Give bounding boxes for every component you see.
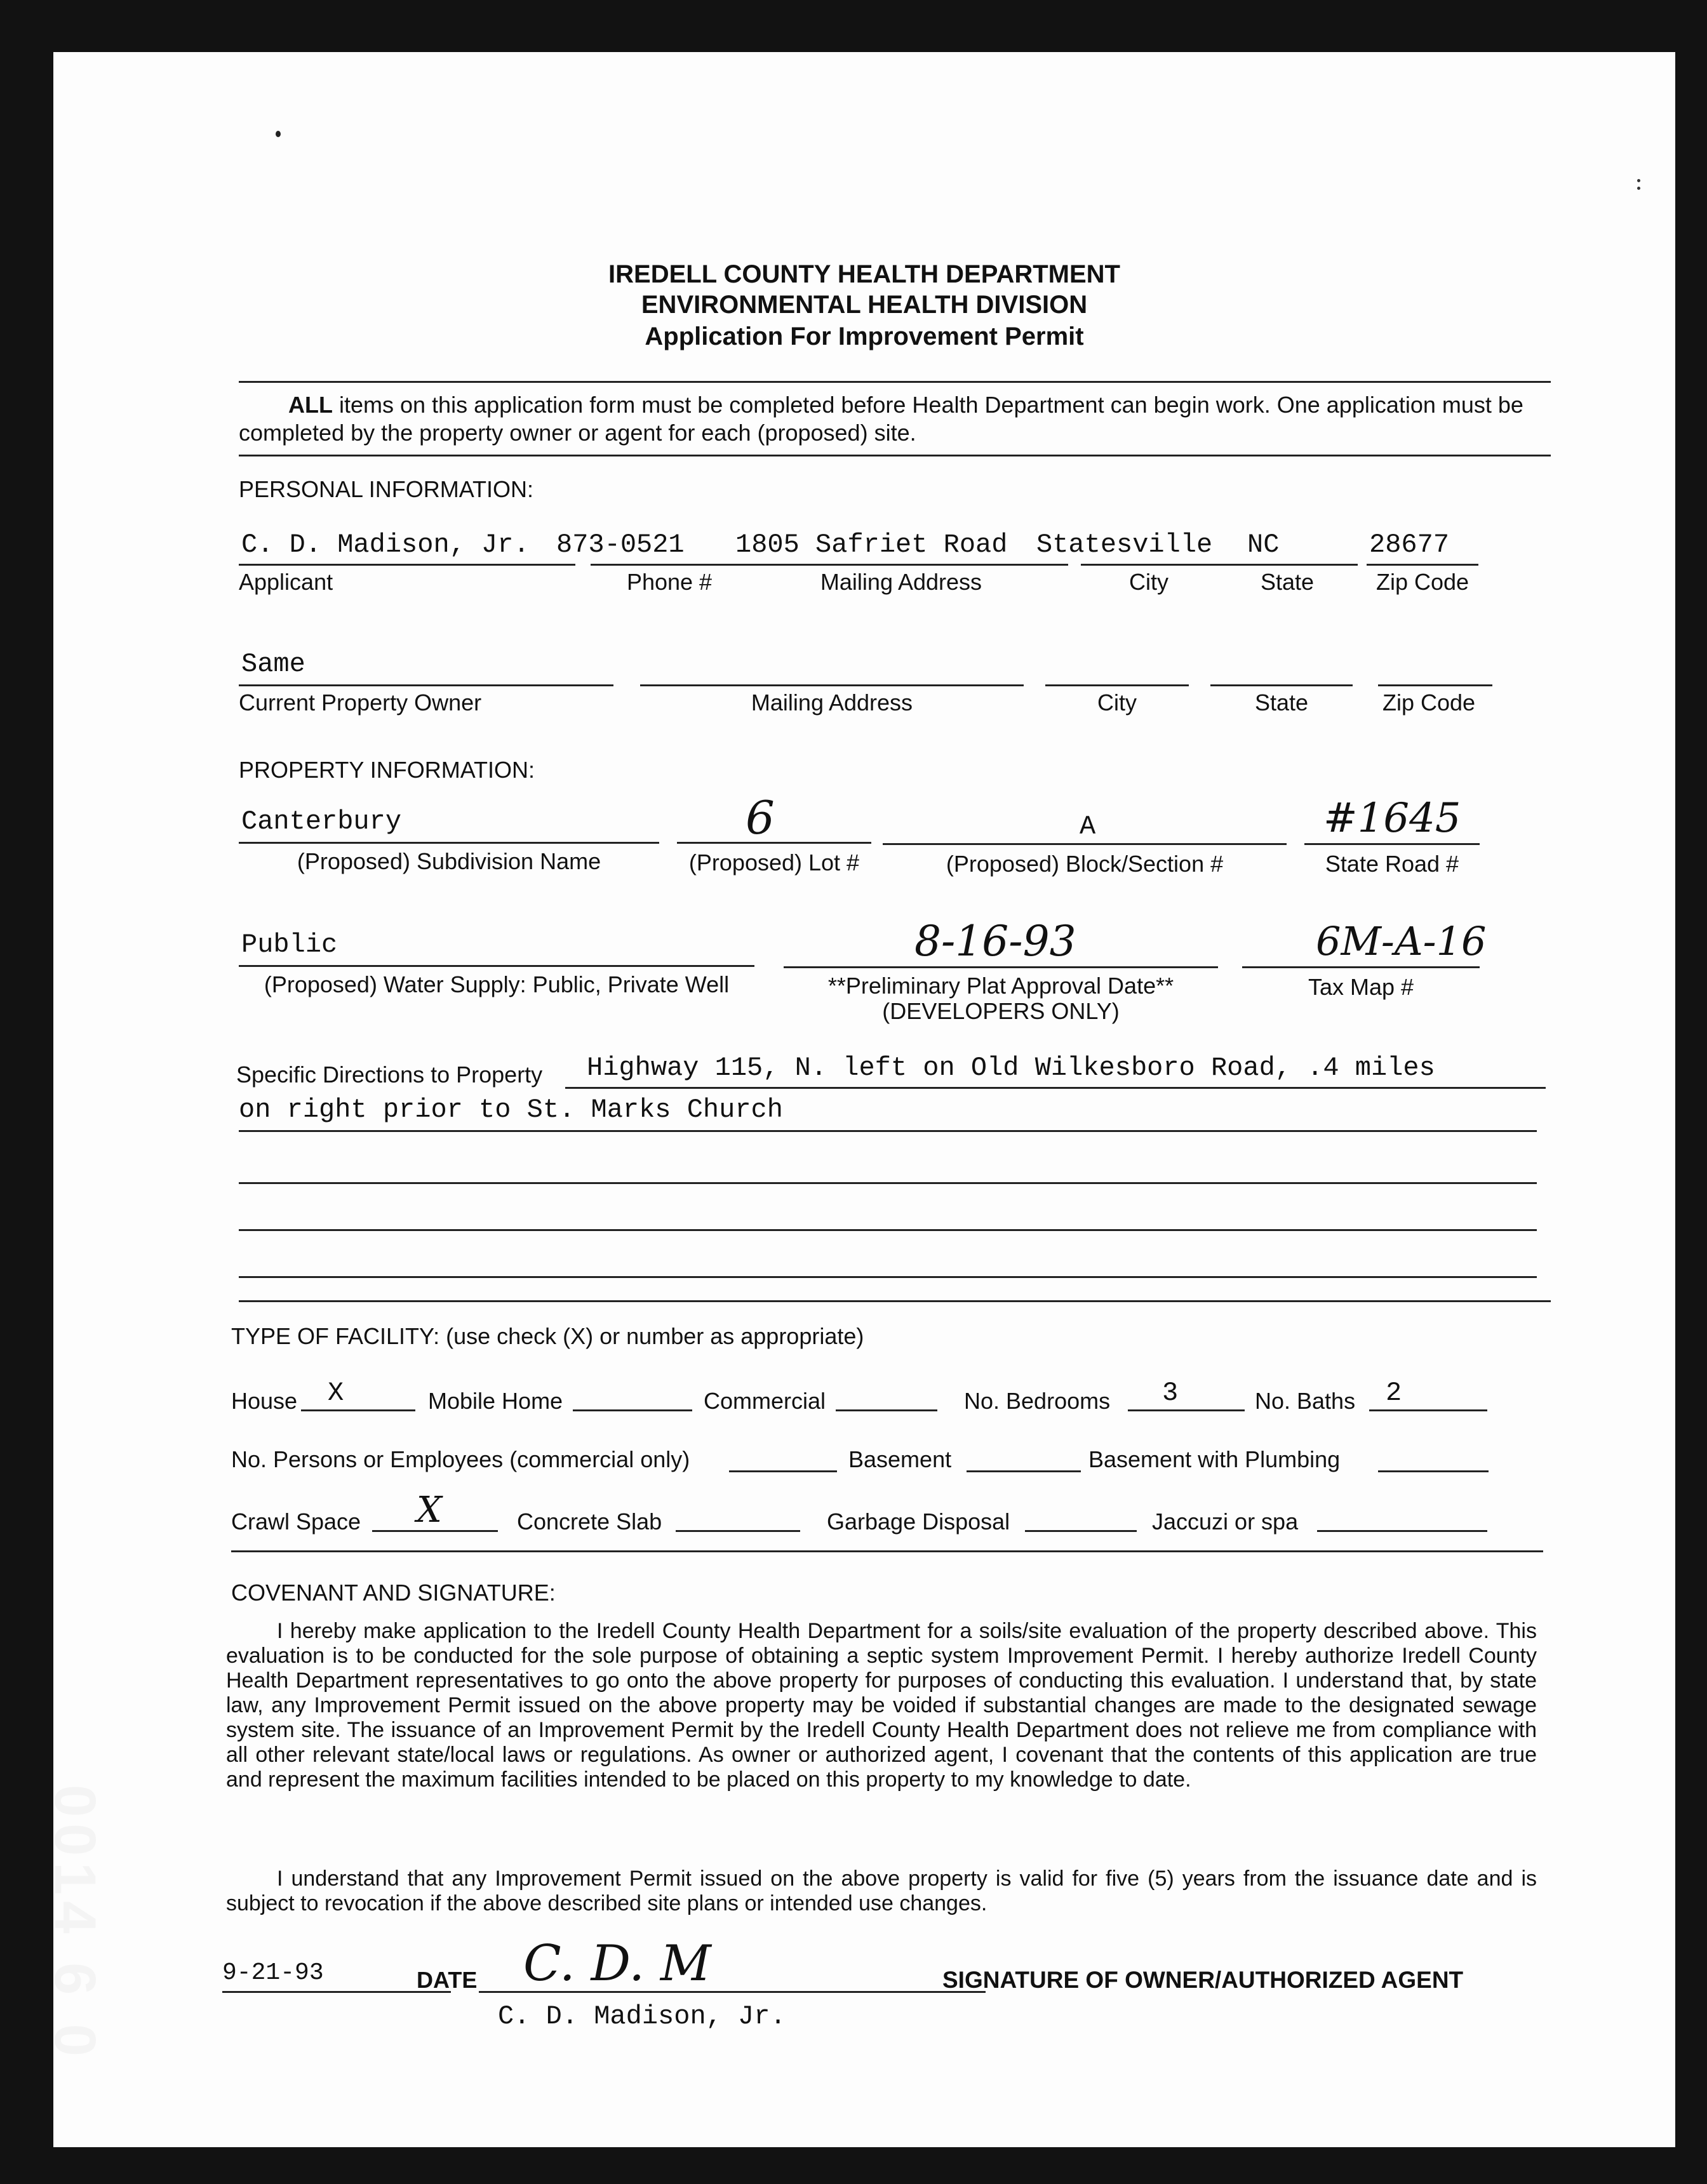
zip-line	[1367, 564, 1478, 566]
subdivision-line	[239, 842, 659, 844]
zip-label: Zip Code	[1376, 569, 1469, 595]
commercial-label: Commercial	[704, 1388, 826, 1414]
bedrooms-value[interactable]: 3	[1162, 1378, 1179, 1408]
baths-value[interactable]: 2	[1386, 1378, 1402, 1408]
crawl-space-line	[372, 1530, 498, 1532]
block-value[interactable]: A	[1080, 811, 1096, 842]
applicant-line	[239, 564, 575, 566]
intro-instructions	[239, 391, 1551, 447]
plat-date-line	[784, 966, 1218, 968]
header-rule-bottom	[239, 455, 1551, 456]
facility-heading: TYPE OF FACILITY: (use check (X) or number as appropriate)	[231, 1323, 864, 1349]
margin-stamp: 0014 6 0	[43, 1784, 107, 2063]
owner-state-line	[1210, 684, 1353, 686]
form-title-line1: IREDELL COUNTY HEALTH DEPARTMENT	[608, 260, 1120, 288]
mobile-home-label: Mobile Home	[428, 1388, 563, 1414]
owner-city-line	[1045, 684, 1189, 686]
house-line	[301, 1409, 415, 1411]
scan-speck	[276, 131, 281, 137]
directions-rule	[239, 1300, 1551, 1302]
mobile-home-line	[573, 1409, 692, 1411]
lot-line	[677, 842, 871, 844]
intro-bold-word: ALL	[288, 392, 333, 418]
basement-label: Basement	[848, 1446, 952, 1472]
owner-label: Current Property Owner	[239, 689, 482, 716]
printed-name: C. D. Madison, Jr.	[498, 2001, 786, 2032]
covenant-paragraph-2: I understand that any Improvement Permit issued on the above property is valid for five (5) years from the issuance date and is subject to revocation if the above described site plans or intended use changes.	[226, 1867, 1537, 1915]
mailing-address-label: Mailing Address	[820, 569, 982, 595]
bedrooms-label: No. Bedrooms	[964, 1388, 1111, 1414]
water-supply-line	[239, 965, 754, 967]
directions-line4	[239, 1229, 1537, 1231]
directions-line3	[239, 1182, 1537, 1184]
plat-date-label: **Preliminary Plat Approval Date**	[827, 973, 1174, 999]
state-value[interactable]: NC	[1247, 529, 1280, 560]
owner-zip-line	[1378, 684, 1492, 686]
intro-text: items on this application form must be completed before Health Department can begin work. One application must be completed by the property owner or agent for each (proposed) site.	[239, 392, 1523, 446]
application-form-page	[53, 52, 1675, 2147]
signature-label: SIGNATURE OF OWNER/AUTHORIZED AGENT	[942, 1967, 1464, 1993]
water-supply-label: (Proposed) Water Supply: Public, Private Well	[264, 971, 730, 997]
covenant-paragraph-1: I hereby make application to the Iredell County Health Department for a soils/site evaluation of the property described above. This evaluation is to be conducted for the sole purpose of obtaining a septic system Improvement Permit. I hereby authorize Iredell County Health Department representatives to go onto the above property for purposes of conducting this evaluation. I understand that, by state law, any Improvement Permit issued on the above property may be voided if substantial changes are made to the designated sewage system site. The issuance of an Improvement Permit by the Iredell County Health Department does not relieve me from compliance with all other relevant state/local laws or regulations. As owner or authorized agent, I covenant that the contents of this application are true and represent the maximum facilities intended to be placed on this property to my knowledge to date.	[226, 1619, 1537, 1792]
house-label: House	[231, 1388, 298, 1414]
applicant-label: Applicant	[239, 569, 333, 595]
owner-mailing-line	[640, 684, 1024, 686]
signature-mark: C. D. M	[523, 1935, 711, 1992]
mailing-address-value[interactable]: 1805 Safriet Road	[735, 529, 1008, 560]
directions-line2	[239, 1130, 1537, 1132]
property-info-heading: PROPERTY INFORMATION:	[239, 757, 535, 783]
directions-line5	[239, 1276, 1537, 1278]
lot-value[interactable]: 6	[746, 791, 775, 844]
scan-speck	[1637, 187, 1640, 190]
city-label: City	[1129, 569, 1168, 595]
persons-line	[729, 1470, 837, 1472]
owner-value[interactable]: Same	[241, 649, 305, 679]
baths-line	[1369, 1409, 1487, 1411]
signature-date-value[interactable]: 9-21-93	[222, 1959, 324, 1987]
house-value[interactable]: X	[328, 1378, 344, 1408]
state-road-line	[1304, 843, 1480, 845]
phone-line	[591, 564, 748, 566]
tax-map-line	[1242, 966, 1480, 968]
covenant-heading: COVENANT AND SIGNATURE:	[231, 1580, 556, 1606]
state-line	[1217, 564, 1358, 566]
form-title-line2: ENVIRONMENTAL HEALTH DIVISION	[641, 291, 1088, 319]
personal-info-heading: PERSONAL INFORMATION:	[239, 476, 534, 502]
water-supply-value[interactable]: Public	[241, 929, 338, 960]
subdivision-value[interactable]: Canterbury	[241, 806, 402, 837]
garbage-disposal-line	[1025, 1530, 1137, 1532]
mailing-address-line	[734, 564, 1068, 566]
header-rule-top	[239, 381, 1551, 383]
owner-zip-label: Zip Code	[1382, 689, 1476, 716]
lot-label: (Proposed) Lot #	[688, 849, 860, 876]
tax-map-value[interactable]: 6M-A-16	[1316, 918, 1487, 964]
crawl-space-label: Crawl Space	[231, 1508, 361, 1535]
owner-mailing-label: Mailing Address	[751, 689, 913, 716]
subdivision-label: (Proposed) Subdivision Name	[297, 848, 601, 874]
crawl-space-value[interactable]: X	[417, 1489, 442, 1531]
directions-line2-value[interactable]: on right prior to St. Marks Church	[239, 1095, 783, 1125]
block-label: (Proposed) Block/Section #	[946, 851, 1224, 877]
scan-speck	[1637, 179, 1640, 182]
owner-city-label: City	[1097, 689, 1137, 716]
jaccuzi-label: Jaccuzi or spa	[1152, 1508, 1299, 1535]
city-value[interactable]: Statesville	[1036, 529, 1213, 560]
directions-line1-value[interactable]: Highway 115, N. left on Old Wilkesboro Road, .4 miles	[587, 1053, 1435, 1083]
persons-label: No. Persons or Employees (commercial only)	[231, 1446, 690, 1472]
concrete-slab-line	[676, 1530, 800, 1532]
plat-date-value[interactable]: 8-16-93	[914, 917, 1076, 966]
applicant-value[interactable]: C. D. Madison, Jr.	[241, 529, 530, 560]
owner-state-label: State	[1254, 689, 1309, 716]
basement-plumbing-line	[1378, 1470, 1489, 1472]
garbage-disposal-label: Garbage Disposal	[827, 1508, 1010, 1535]
date-label: DATE	[417, 1967, 478, 1993]
developers-only-label: (DEVELOPERS ONLY)	[882, 998, 1120, 1024]
form-title-line3: Application For Improvement Permit	[645, 323, 1084, 350]
state-road-label: State Road #	[1325, 851, 1459, 877]
bedrooms-line	[1128, 1409, 1245, 1411]
basement-line	[967, 1470, 1081, 1472]
directions-label: Specific Directions to Property	[236, 1062, 543, 1088]
commercial-line	[836, 1409, 937, 1411]
owner-line	[239, 684, 613, 686]
city-line	[1081, 564, 1217, 566]
jaccuzi-line	[1317, 1530, 1487, 1532]
state-label: State	[1260, 569, 1315, 595]
baths-label: No. Baths	[1255, 1388, 1356, 1414]
basement-plumbing-label: Basement with Plumbing	[1088, 1446, 1341, 1472]
phone-value[interactable]: 873-0521	[556, 529, 685, 560]
state-road-value[interactable]: #1645	[1323, 795, 1461, 842]
facility-rule	[231, 1550, 1543, 1552]
concrete-slab-label: Concrete Slab	[517, 1508, 662, 1535]
directions-line1	[565, 1087, 1546, 1089]
zip-value[interactable]: 28677	[1369, 529, 1450, 560]
block-line	[883, 843, 1287, 845]
phone-label: Phone #	[626, 569, 713, 595]
tax-map-label: Tax Map #	[1308, 974, 1414, 1000]
